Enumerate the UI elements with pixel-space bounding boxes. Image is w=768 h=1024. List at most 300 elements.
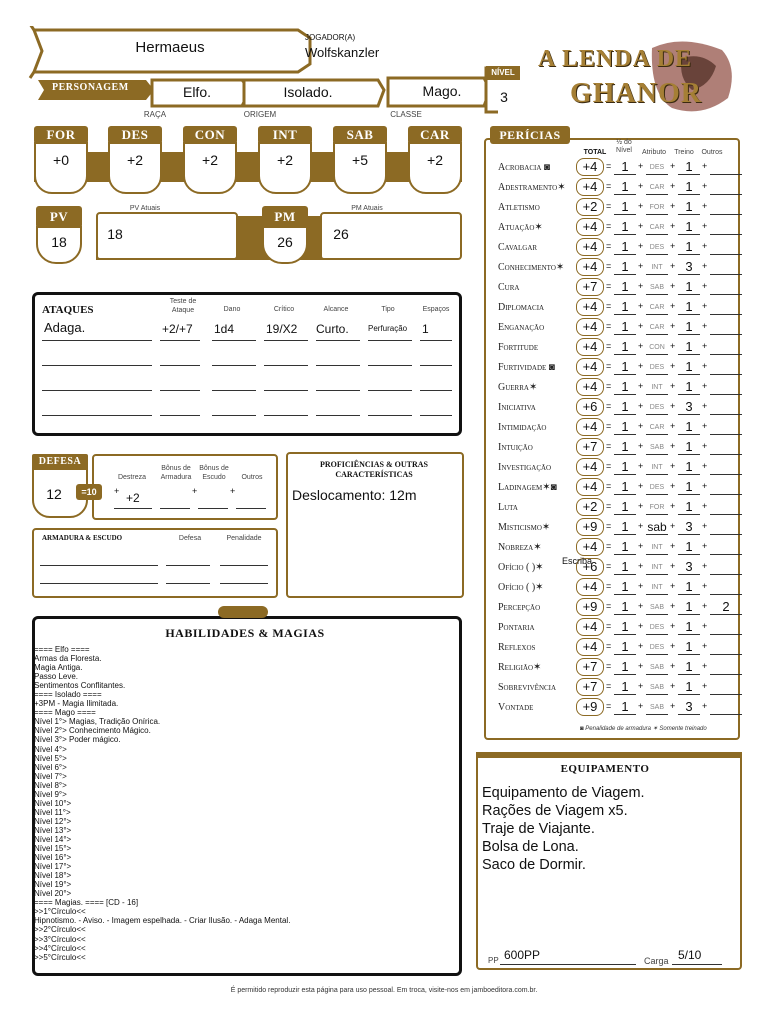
skill-training[interactable]: 1 — [678, 359, 700, 375]
skill-attribute[interactable]: FOR — [646, 499, 668, 515]
skill-row[interactable] — [490, 678, 754, 698]
skills-header-half: ½ do Nível — [616, 139, 632, 154]
skill-total[interactable]: +4 — [576, 318, 604, 336]
skill-row[interactable] — [490, 458, 754, 478]
skill-half-level[interactable]: 1 — [614, 379, 636, 395]
skill-attribute[interactable]: INT — [646, 539, 668, 555]
skill-plus: + — [670, 681, 676, 691]
skill-training[interactable]: 1 — [678, 219, 700, 235]
skill-plus: + — [670, 261, 676, 271]
skill-plus: + — [638, 521, 644, 531]
skill-plus: + — [670, 341, 676, 351]
skill-other[interactable] — [710, 519, 742, 535]
attack-line — [368, 340, 412, 341]
skill-equals: = — [606, 361, 612, 371]
skill-total[interactable]: +6 — [576, 558, 604, 576]
skill-total[interactable]: +7 — [576, 678, 604, 696]
skills-header-train: Treino — [674, 149, 694, 156]
skill-attribute[interactable]: DES — [646, 399, 668, 415]
skill-attribute[interactable]: SAB — [646, 679, 668, 695]
skill-total[interactable]: +4 — [576, 638, 604, 656]
skill-equals: = — [606, 701, 612, 711]
skill-plus: + — [702, 661, 708, 671]
skill-row[interactable] — [490, 438, 754, 458]
skill-plus: + — [638, 461, 644, 471]
skill-row[interactable] — [490, 158, 754, 178]
skill-name: Percepção — [498, 602, 541, 613]
skill-name: Vontade — [498, 702, 534, 713]
armor-title: ARMADURA & ESCUDO — [42, 534, 123, 542]
skill-training[interactable]: 1 — [678, 339, 700, 355]
skill-attribute[interactable]: CAR — [646, 179, 668, 195]
skill-attribute[interactable]: DES — [646, 239, 668, 255]
skill-name: Nobreza✶ — [498, 542, 542, 553]
attack-line — [160, 365, 200, 366]
skill-total[interactable]: +4 — [576, 178, 604, 196]
attack-line — [316, 365, 360, 366]
skill-training[interactable]: 1 — [678, 199, 700, 215]
skill-half-level[interactable]: 1 — [614, 319, 636, 335]
skill-row[interactable] — [490, 418, 754, 438]
attr-value-des[interactable]: +2 — [127, 152, 143, 168]
skill-row[interactable] — [490, 558, 754, 578]
skill-plus: + — [670, 401, 676, 411]
load-value[interactable]: 5/10 — [678, 948, 702, 962]
skills-header-attr: Atributo — [641, 149, 667, 156]
pm-max[interactable]: 26 — [277, 234, 293, 250]
skill-attribute[interactable]: CAR — [646, 319, 668, 335]
skill-other[interactable] — [710, 219, 742, 235]
skill-attribute[interactable]: INT — [646, 579, 668, 595]
skill-equals: = — [606, 481, 612, 491]
defense-plus-1: + — [114, 486, 120, 496]
skill-row[interactable] — [490, 658, 754, 678]
skill-row[interactable] — [490, 318, 754, 338]
skill-plus: + — [702, 241, 708, 251]
skill-plus: + — [670, 321, 676, 331]
skill-training[interactable]: 3 — [678, 399, 700, 415]
skill-name: Guerra✶ — [498, 382, 538, 393]
skill-plus: + — [702, 561, 708, 571]
skill-row[interactable] — [490, 178, 754, 198]
skill-attribute[interactable]: sab — [647, 520, 667, 534]
skill-total[interactable]: +4 — [576, 338, 604, 356]
armor-line-1b — [166, 565, 210, 566]
skill-total[interactable]: +7 — [576, 658, 604, 676]
skill-attribute[interactable]: CAR — [646, 419, 668, 435]
skill-total[interactable]: +4 — [576, 158, 604, 176]
skill-attribute[interactable]: INT — [646, 379, 668, 395]
skill-row[interactable] — [490, 598, 754, 618]
player-name[interactable]: Wolfskanzler — [305, 45, 380, 60]
skill-name: Sobrevivência — [498, 682, 557, 693]
defense-dex[interactable]: +2 — [126, 491, 140, 505]
skill-half-level[interactable]: 1 — [614, 699, 636, 715]
pm-current-label: PM Atuais — [351, 205, 383, 212]
skill-attribute[interactable]: DES — [646, 639, 668, 655]
skill-other[interactable] — [710, 559, 742, 575]
skill-training[interactable]: 1 — [678, 499, 700, 515]
skill-equals: = — [606, 221, 612, 231]
personagem-label: PERSONAGEM — [52, 82, 129, 93]
skill-training[interactable]: 1 — [678, 619, 700, 635]
skill-row[interactable] — [490, 618, 754, 638]
pp-value[interactable]: 600PP — [504, 948, 541, 962]
skill-training[interactable]: 1 — [678, 159, 700, 175]
attr-value-con[interactable]: +2 — [202, 152, 218, 168]
skill-half-level[interactable]: 1 — [614, 519, 636, 535]
skill-total[interactable]: +4 — [576, 458, 604, 476]
skill-plus: + — [638, 161, 644, 171]
skill-row[interactable] — [490, 578, 754, 598]
skill-other[interactable] — [710, 379, 742, 395]
skill-row[interactable] — [490, 298, 754, 318]
skill-attribute[interactable]: SAB — [646, 279, 668, 295]
skill-training[interactable]: 1 — [678, 279, 700, 295]
skill-total[interactable]: +4 — [576, 378, 604, 396]
skill-half-level[interactable]: 1 — [614, 159, 636, 175]
skill-half-level[interactable]: 1 — [614, 639, 636, 655]
attack-line — [420, 390, 452, 391]
skill-training[interactable]: 3 — [678, 559, 700, 575]
skill-training[interactable]: 3 — [678, 519, 700, 535]
skill-other[interactable] — [710, 639, 742, 655]
attack-crit[interactable]: 19/X2 — [266, 322, 298, 336]
skill-training[interactable]: 1 — [678, 579, 700, 595]
attack-test[interactable]: +2/+7 — [162, 322, 193, 336]
equipment-top-band — [476, 752, 742, 758]
skill-total[interactable]: +4 — [576, 358, 604, 376]
skill-training[interactable]: 1 — [678, 539, 700, 555]
attack-line — [42, 390, 152, 391]
skill-training[interactable]: 1 — [678, 679, 700, 695]
skill-training[interactable]: 1 — [678, 599, 700, 615]
skill-half-level[interactable]: 1 — [614, 259, 636, 275]
attacks-title: ATAQUES — [42, 304, 94, 316]
skill-plus: + — [638, 421, 644, 431]
skill-training[interactable]: 1 — [678, 639, 700, 655]
skill-plus: + — [702, 501, 708, 511]
skill-plus: + — [670, 481, 676, 491]
skill-name: Furtividade ◙ — [498, 362, 555, 373]
skill-training[interactable]: 3 — [678, 699, 700, 715]
skill-other[interactable] — [710, 299, 742, 315]
skill-plus: + — [670, 561, 676, 571]
skill-equals: = — [606, 381, 612, 391]
skill-total[interactable]: +7 — [576, 278, 604, 296]
skill-total[interactable]: +4 — [576, 478, 604, 496]
skill-half-level[interactable]: 1 — [614, 239, 636, 255]
skill-name: Adestramento✶ — [498, 182, 566, 193]
skill-training[interactable]: 1 — [678, 239, 700, 255]
attack-line — [42, 365, 152, 366]
skill-half-level[interactable]: 1 — [614, 299, 636, 315]
skill-other[interactable] — [710, 659, 742, 675]
skill-equals: = — [606, 561, 612, 571]
skill-half-level[interactable]: 1 — [614, 359, 636, 375]
skill-plus: + — [702, 221, 708, 231]
attack-header-crit: Crítico — [273, 306, 295, 313]
skill-training[interactable]: 1 — [678, 379, 700, 395]
armor-line-2b — [166, 583, 210, 584]
skill-half-level[interactable]: 1 — [614, 339, 636, 355]
skill-total[interactable]: +4 — [576, 618, 604, 636]
skill-other[interactable] — [710, 619, 742, 635]
skill-row[interactable] — [490, 498, 754, 518]
skill-equals: = — [606, 661, 612, 671]
attack-slots[interactable]: 1 — [422, 322, 429, 336]
skill-plus: + — [670, 601, 676, 611]
skill-plus: + — [638, 381, 644, 391]
skill-name: Conhecimento✶ — [498, 262, 565, 273]
attr-value-int[interactable]: +2 — [277, 152, 293, 168]
skill-total[interactable]: +9 — [576, 598, 604, 616]
skill-attribute[interactable]: SAB — [646, 699, 668, 715]
skill-training[interactable]: 1 — [678, 439, 700, 455]
class-field[interactable]: Mago. — [422, 83, 462, 99]
defense-line-dex — [114, 508, 152, 509]
attack-range[interactable]: Curto. — [316, 322, 349, 336]
skill-other[interactable] — [710, 679, 742, 695]
origin-field[interactable]: Isolado. — [283, 84, 333, 100]
character-name[interactable]: Hermaeus — [135, 39, 205, 56]
skill-equals: = — [606, 621, 612, 631]
proficiencies-text[interactable]: Deslocamento: 12m — [292, 487, 417, 503]
skill-total[interactable]: +4 — [576, 538, 604, 556]
skill-attribute[interactable]: INT — [646, 559, 668, 575]
pv-current[interactable]: 18 — [107, 226, 123, 242]
skill-plus: + — [702, 381, 708, 391]
skill-other[interactable] — [710, 699, 742, 715]
armor-penalty-label: Penalidade — [226, 535, 262, 542]
skill-half-level[interactable]: 1 — [614, 199, 636, 215]
logo-top: A LENDA DE — [538, 46, 693, 72]
attack-damage[interactable]: 1d4 — [214, 322, 235, 336]
skill-plus: + — [638, 701, 644, 711]
attr-tab-con: CON — [183, 126, 237, 144]
skill-half-level[interactable]: 1 — [614, 539, 636, 555]
attack-line — [264, 415, 308, 416]
skill-other[interactable] — [710, 579, 742, 595]
skill-plus: + — [702, 641, 708, 651]
skill-plus: + — [638, 621, 644, 631]
skill-training[interactable]: 1 — [678, 659, 700, 675]
attack-line — [316, 340, 360, 341]
skill-other[interactable]: 2 — [710, 599, 742, 615]
skill-row[interactable] — [490, 378, 754, 398]
skills-list — [490, 158, 754, 718]
attr-box-int — [258, 142, 312, 194]
skill-total[interactable]: +6 — [576, 398, 604, 416]
skill-other[interactable] — [710, 359, 742, 375]
pm-tab: PM — [262, 206, 308, 228]
skill-training[interactable]: 1 — [678, 319, 700, 335]
load-line — [672, 964, 722, 965]
attack-header-type: Tipo — [381, 306, 395, 313]
skill-attribute[interactable]: DES — [646, 619, 668, 635]
attr-tab-for: FOR — [34, 126, 88, 144]
attr-value-for[interactable]: +0 — [53, 152, 69, 168]
skill-attribute[interactable]: CAR — [646, 299, 668, 315]
attack-line — [42, 340, 152, 341]
skill-half-level[interactable]: 1 — [614, 599, 636, 615]
skill-half-level[interactable]: 1 — [614, 179, 636, 195]
skill-attribute[interactable]: CON — [646, 339, 668, 355]
skill-other[interactable] — [710, 279, 742, 295]
skill-other[interactable] — [710, 339, 742, 355]
skills-tab: PERÍCIAS — [490, 126, 570, 144]
attack-name[interactable]: Adaga. — [44, 320, 86, 335]
skill-row[interactable] — [490, 258, 754, 278]
skill-row[interactable] — [490, 478, 754, 498]
skill-other[interactable] — [710, 439, 742, 455]
attack-line — [160, 415, 200, 416]
skill-total[interactable]: +9 — [576, 518, 604, 536]
skill-training[interactable]: 3 — [678, 259, 700, 275]
level-field[interactable]: 3 — [500, 89, 508, 105]
skills-header-total: TOTAL — [583, 149, 607, 156]
skill-other[interactable] — [710, 459, 742, 475]
skill-other[interactable] — [710, 399, 742, 415]
skill-row[interactable] — [490, 518, 754, 538]
skill-name: Acrobacia ◙ — [498, 162, 550, 173]
skill-training[interactable]: 1 — [678, 459, 700, 475]
skill-plus: + — [670, 641, 676, 651]
skill-row[interactable] — [490, 198, 754, 218]
skill-attribute[interactable]: FOR — [646, 199, 668, 215]
skill-plus: + — [670, 701, 676, 711]
oficio-note[interactable]: Escriba — [562, 556, 593, 566]
attack-line — [420, 365, 452, 366]
skill-total[interactable]: +2 — [576, 198, 604, 216]
skill-attribute[interactable]: DES — [646, 159, 668, 175]
skill-row[interactable] — [490, 638, 754, 658]
skill-attribute[interactable]: SAB — [646, 599, 668, 615]
skill-total[interactable]: +4 — [576, 418, 604, 436]
skill-row[interactable] — [490, 538, 754, 558]
skill-equals: = — [606, 301, 612, 311]
skill-total[interactable]: +2 — [576, 498, 604, 516]
skill-name: Atuação✶ — [498, 222, 543, 233]
attack-line — [160, 340, 200, 341]
skill-other[interactable] — [710, 239, 742, 255]
skill-row[interactable] — [490, 218, 754, 238]
race-field[interactable]: Elfo. — [182, 84, 211, 100]
skill-training[interactable]: 1 — [678, 299, 700, 315]
skill-training[interactable]: 1 — [678, 419, 700, 435]
skill-total[interactable]: +4 — [576, 578, 604, 596]
abilities-ornament — [218, 606, 268, 618]
skill-attribute[interactable]: DES — [646, 479, 668, 495]
skill-attribute[interactable]: INT — [646, 259, 668, 275]
skill-other[interactable] — [710, 419, 742, 435]
skill-plus: + — [638, 181, 644, 191]
skill-training[interactable]: 1 — [678, 179, 700, 195]
skill-attribute[interactable]: DES — [646, 359, 668, 375]
skill-row[interactable] — [490, 238, 754, 258]
skill-total[interactable]: +4 — [576, 258, 604, 276]
skill-plus: + — [702, 401, 708, 411]
skill-plus: + — [702, 481, 708, 491]
skill-other[interactable] — [710, 539, 742, 555]
skill-half-level[interactable]: 1 — [614, 459, 636, 475]
skill-half-level[interactable]: 1 — [614, 659, 636, 675]
attack-type[interactable]: Perfuração — [368, 324, 408, 333]
skill-half-level[interactable]: 1 — [614, 219, 636, 235]
skill-attribute[interactable]: CAR — [646, 219, 668, 235]
skill-other[interactable] — [710, 319, 742, 335]
skill-row[interactable] — [490, 398, 754, 418]
skill-half-level[interactable]: 1 — [614, 579, 636, 595]
skill-name: Ofício ( )✶ — [498, 562, 544, 573]
skill-half-level[interactable]: 1 — [614, 279, 636, 295]
skill-equals: = — [606, 601, 612, 611]
skill-plus: + — [702, 621, 708, 631]
pv-max[interactable]: 18 — [51, 234, 67, 250]
skill-half-level[interactable]: 1 — [614, 679, 636, 695]
attack-line — [212, 365, 256, 366]
skill-half-level[interactable]: 1 — [614, 479, 636, 495]
skill-half-level[interactable]: 1 — [614, 399, 636, 415]
skill-plus: + — [670, 621, 676, 631]
attribute-band — [34, 152, 462, 182]
skill-half-level[interactable]: 1 — [614, 619, 636, 635]
skill-total[interactable]: +4 — [576, 218, 604, 236]
skill-total[interactable]: +4 — [576, 298, 604, 316]
pm-current[interactable]: 26 — [333, 226, 349, 242]
skill-plus: + — [702, 301, 708, 311]
skill-other[interactable] — [710, 179, 742, 195]
skill-plus: + — [670, 581, 676, 591]
attack-line — [212, 390, 256, 391]
skill-plus: + — [638, 661, 644, 671]
attr-value-car[interactable]: +2 — [427, 152, 443, 168]
skill-plus: + — [702, 341, 708, 351]
skill-other[interactable] — [710, 499, 742, 515]
skill-equals: = — [606, 241, 612, 251]
skill-total[interactable]: +7 — [576, 438, 604, 456]
skill-attribute[interactable]: INT — [646, 459, 668, 475]
skill-half-level[interactable]: 1 — [614, 439, 636, 455]
attack-line — [264, 390, 308, 391]
origin-label: ORIGEM — [243, 110, 277, 119]
armor-line-2 — [40, 583, 158, 584]
skill-plus: + — [670, 461, 676, 471]
skill-half-level[interactable]: 1 — [614, 559, 636, 575]
skill-row[interactable] — [490, 698, 754, 718]
skill-total[interactable]: +4 — [576, 238, 604, 256]
skill-half-level[interactable]: 1 — [614, 499, 636, 515]
skill-total[interactable]: +9 — [576, 698, 604, 716]
skill-row[interactable] — [490, 338, 754, 358]
abilities-text[interactable]: ==== Elfo ==== Armas da Floresta. Magia Antiga. Passo Leve. Sentimentos Conflitantes. ==== Isolado ==== +3PM - Magia Ilimitada. ==== Mago ==== Nível 1°> Magias, Tradição Onírica. Nível 2°> Conhecimento Mágico. Nível 3°> Poder mágico. Nível 4°> Nível 5°> Nível 6°> Nível 7°> Nível 8°> Nível 9°> Nível 10°> Nível 11°> Nível 12°> Nível 13°> Nível 14°> Nível 15°> Nível 16°> Nível 17°> Nível 18°> Nível 19°> Nível 20°> ==== Magias. ==== [CD - 16] >>1°Círculo<< Hipnotismo. - Aviso. - Imagem espelhada. - Criar Ilusão. - Adaga Mental. >>2°Círculo<< >>3°Círculo<< >>4°Círculo<< >>5°Círculo<< — [34, 645, 291, 962]
skill-attribute[interactable]: SAB — [646, 659, 668, 675]
skill-half-level[interactable]: 1 — [614, 419, 636, 435]
skill-row[interactable] — [490, 278, 754, 298]
attr-value-sab[interactable]: +5 — [352, 152, 368, 168]
skill-other[interactable] — [710, 159, 742, 175]
skill-other[interactable] — [710, 479, 742, 495]
skill-plus: + — [638, 401, 644, 411]
skill-row[interactable] — [490, 358, 754, 378]
defense-plus-3: + — [230, 486, 236, 496]
skill-other[interactable] — [710, 199, 742, 215]
defense-value[interactable]: 12 — [46, 486, 62, 502]
skill-attribute[interactable]: SAB — [646, 439, 668, 455]
skill-training[interactable]: 1 — [678, 479, 700, 495]
skill-other[interactable] — [710, 259, 742, 275]
equipment-text[interactable]: Equipamento de Viagem. Rações de Viagem x5. Traje de Viajante. Bolsa de Lona. Saco de Dormir. — [482, 785, 645, 873]
